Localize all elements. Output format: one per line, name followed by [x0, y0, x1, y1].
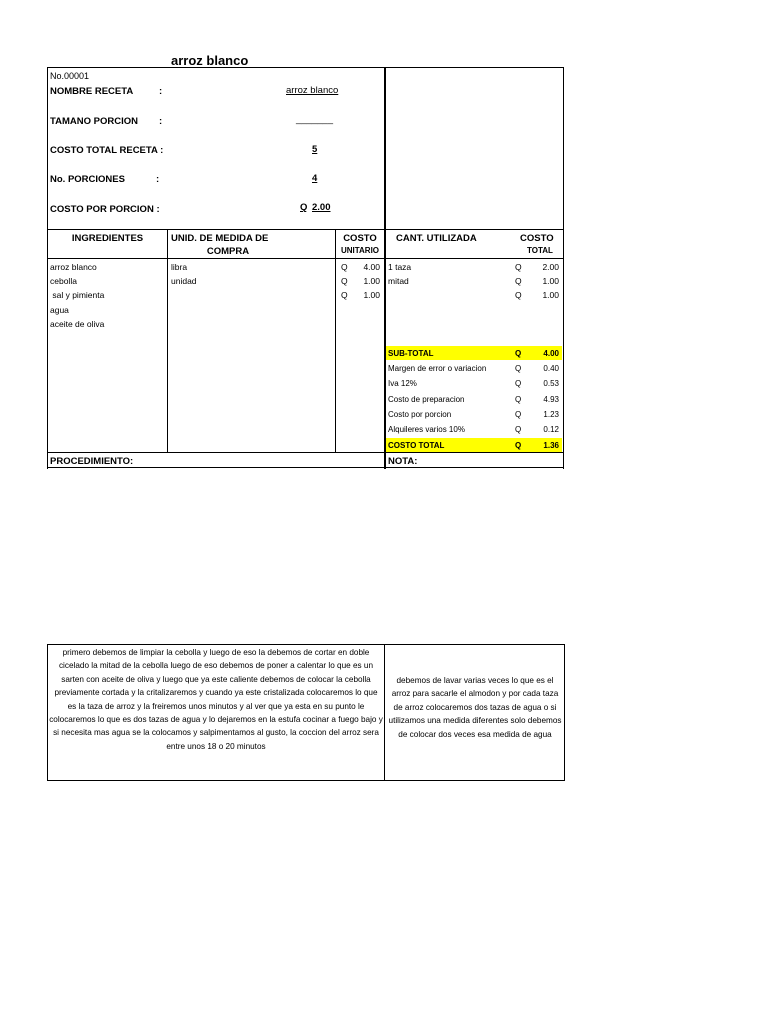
summary-label: Costo por porcion: [388, 410, 452, 419]
ingredient-unit-cost: 4.00: [363, 262, 380, 272]
table-top-border: [47, 67, 564, 68]
field-label-tamano: TAMANO PORCION: [50, 116, 138, 127]
summary-value: 4.93: [543, 395, 559, 404]
table-left-border: [47, 67, 48, 345]
ingredient-name: cebolla: [50, 276, 77, 286]
summary-value: 1.36: [543, 441, 559, 450]
field-label-porciones: No. PORCIONES: [50, 174, 125, 185]
header-divider: [384, 67, 386, 230]
text-box-right-border: [564, 644, 565, 781]
summary-currency: Q: [515, 364, 522, 373]
field-colon: :: [159, 116, 163, 127]
text-box-top-border: [47, 644, 565, 645]
ingredient-name: aceite de oliva: [50, 319, 105, 329]
col-header-compra: COMPRA: [206, 246, 250, 257]
col-header-costo: COSTO: [343, 233, 377, 244]
field-value-costo-total: 5: [312, 144, 318, 155]
summary-value: 4.00: [543, 349, 559, 358]
ingredient-name: arroz blanco: [50, 262, 97, 272]
summary-value: 0.53: [543, 379, 559, 388]
document-title: arroz blanco: [171, 53, 249, 68]
summary-currency: Q: [515, 349, 522, 358]
summary-currency: Q: [515, 441, 522, 450]
field-value-porciones: 4: [312, 173, 318, 184]
ingredient-name: agua: [50, 305, 69, 315]
ingredient-total: 1.00: [542, 276, 559, 286]
field-label-nombre: NOMBRE RECETA: [50, 86, 134, 97]
ingredient-currency-total: Q: [515, 262, 522, 272]
ingredient-qty: mitad: [388, 276, 409, 286]
summary-label: COSTO TOTAL: [388, 441, 445, 450]
field-label-costo-total: COSTO TOTAL RECETA :: [50, 145, 164, 156]
ingredient-unit: libra: [171, 262, 188, 272]
ingredient-currency: Q: [341, 262, 348, 272]
text-box-bottom-border: [47, 780, 565, 781]
col-header-unitario: UNITARIO: [340, 246, 380, 255]
field-colon: :: [156, 174, 160, 185]
nota-text: debemos de lavar varias veces lo que es el arroz para sacarle el almodon y por cada taza de arroz colocaremos dos tazas de agua o si utilizamos una medida diferentes solo debemos de colocar dos veces esa medida de agua: [388, 676, 562, 739]
ingredient-currency: Q: [341, 276, 348, 286]
summary-currency: Q: [515, 425, 522, 434]
procedure-top-border: [47, 452, 564, 453]
table-bottom-border: [47, 467, 564, 468]
col-divider-unit: [167, 229, 168, 453]
summary-value: 0.40: [543, 364, 559, 373]
field-label-costo-porcion: COSTO POR PORCION :: [50, 204, 160, 215]
field-colon: :: [159, 86, 163, 97]
nota-label: NOTA:: [388, 456, 418, 467]
procedimiento-label: PROCEDIMIENTO:: [50, 456, 134, 467]
summary-currency: Q: [515, 410, 522, 419]
text-box-left-border: [47, 644, 48, 781]
field-value-nombre: arroz blanco: [286, 85, 339, 96]
ingredient-unit-cost: 1.00: [363, 290, 380, 300]
ingredient-unit-cost: 1.00: [363, 276, 380, 286]
summary-value: 1.23: [543, 410, 559, 419]
summary-label: Margen de error o variacion: [388, 364, 487, 373]
summary-label: SUB-TOTAL: [388, 349, 434, 358]
col-divider-cost: [335, 229, 336, 453]
text-box-divider: [384, 644, 385, 781]
ingredient-currency-total: Q: [515, 276, 522, 286]
summary-currency: Q: [515, 395, 522, 404]
table-right-border: [563, 67, 564, 469]
summary-label: Iva 12%: [388, 379, 417, 388]
ingredient-currency-total: Q: [515, 290, 522, 300]
ingredient-unit: unidad: [171, 276, 197, 286]
col-header-ingredientes: INGREDIENTES: [71, 233, 144, 244]
col-header-total: TOTAL: [527, 246, 553, 255]
summary-label: Alquileres varios 10%: [388, 425, 465, 434]
summary-value: 0.12: [543, 425, 559, 434]
field-value-tamano: _______: [296, 114, 333, 125]
columns-bottom-border: [47, 258, 564, 259]
table-left-border-lower: [47, 345, 48, 469]
col-header-cantidad: CANT. UTILIZADA: [396, 233, 477, 244]
ingredient-currency: Q: [341, 290, 348, 300]
field-currency: Q: [300, 202, 308, 213]
ingredient-qty: 1 taza: [388, 262, 412, 272]
col-header-unidad: UNID. DE MEDIDA DE: [171, 233, 269, 244]
ingredient-total: 2.00: [542, 262, 559, 272]
summary-currency: Q: [515, 379, 522, 388]
columns-top-border: [47, 229, 564, 230]
recipe-number: No.00001: [50, 71, 90, 81]
field-value-costo-porcion: 2.00: [312, 202, 331, 213]
ingredient-name: sal y pimienta: [50, 290, 105, 300]
procedimiento-text: primero debemos de limpiar la cebolla y luego de eso la debemos de cortar en doble cicelado la mitad de la cebolla luego de eso debemos de poner a calentar lo que es un sarten con aceite de oliva y luego que ya este caliente debemos de colocar la cebolla previamente cortada y la critalizaremos y cuando ya este cristalizada colocaremos lo que es la taza de arroz y la freiremos unos minutos y al ver que ya esta en su punto le colocaremos lo que es dos tazas de agua y lo dejaremos en la estufa cocinar a fuego bajo y si necesita mas agua se la colocamos y salpimentamos al gusto, la coccion del arroz sera entre unos 18 o 20 minutos: [49, 648, 383, 751]
summary-label: Costo de preparacion: [388, 395, 465, 404]
ingredient-total: 1.00: [542, 290, 559, 300]
col-header-costo-total: COSTO: [520, 233, 554, 244]
